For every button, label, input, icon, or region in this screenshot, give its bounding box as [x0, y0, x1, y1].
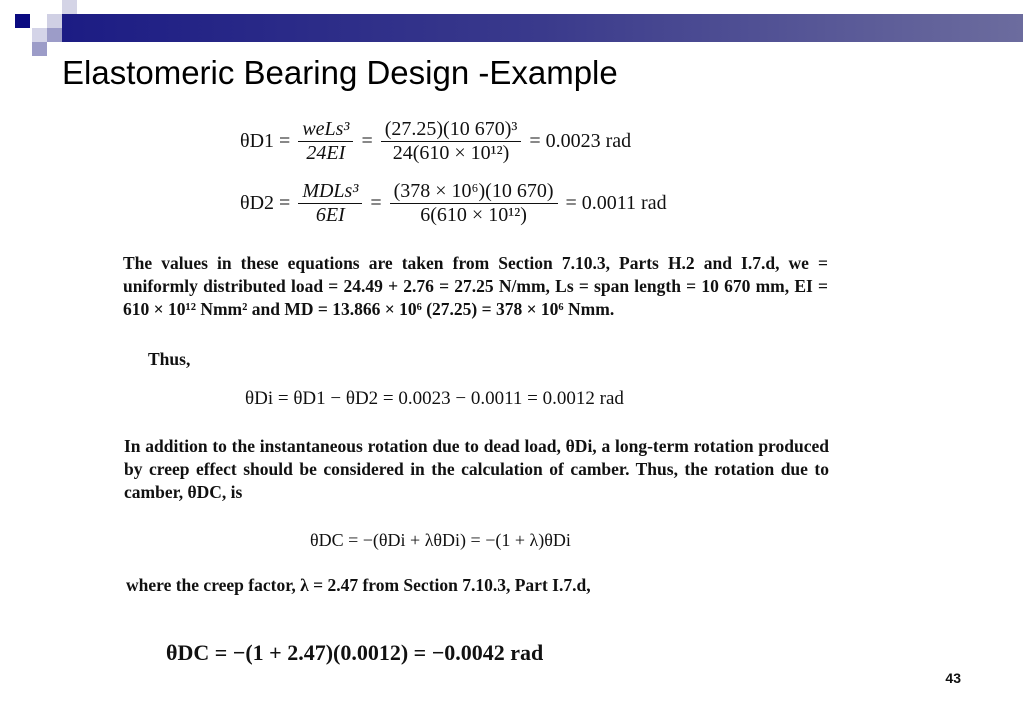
page-number: 43	[945, 670, 961, 686]
equation-theta-d2	[240, 180, 667, 227]
paragraph-creep: In addition to the instantaneous rotation due to dead load, θDi, a long-term rotation produced by creep effect should be considered in the calculation of camber. Thus, the rotation due to camber, θDC, is	[124, 436, 829, 502]
eq-numerator: MDLs³	[298, 180, 362, 204]
paragraph-creep-factor: where the creep factor, λ = 2.47 from Section 7.10.3, Part I.7.d,	[126, 575, 591, 595]
equation-theta-dc-result: θDC = −(1 + 2.47)(0.0012) = −0.0042 rad	[166, 640, 544, 665]
eq-lhs: θD1 =	[240, 130, 291, 152]
equation-theta-d1	[240, 118, 631, 165]
eq-denominator: 24EI	[306, 142, 346, 164]
decor-square	[47, 14, 62, 28]
equals: =	[361, 130, 373, 152]
eq-lhs: θD2 =	[240, 192, 291, 214]
eq-numerator: (27.25)(10 670)³	[381, 118, 522, 142]
equals: =	[370, 192, 382, 214]
eq-denominator: 6(610 × 10¹²)	[420, 204, 527, 226]
decor-square	[32, 42, 47, 56]
eq-result: = 0.0011 rad	[565, 192, 667, 214]
eq-denominator: 24(610 × 10¹²)	[392, 142, 510, 164]
equation-theta-dc: θDC = −(θDi + λθDi) = −(1 + λ)θDi	[310, 530, 571, 550]
equation-theta-di: θDi = θD1 − θD2 = 0.0023 − 0.0011 = 0.0012 rad	[245, 388, 624, 409]
eq-numerator: (378 × 10⁶)(10 670)	[390, 180, 558, 204]
paragraph-values: The values in these equations are taken from Section 7.10.3, Parts H.2 and I.7.d, we = uniformly distributed load = 24.49 + 2.76 = 27.25 N/mm, Ls = span length = 10 670 mm, EI = 610 × 10¹² Nmm² and MD = 13.866 × 10⁶ (27.25) = 378 × 10⁶ Nmm.	[123, 253, 828, 319]
decor-square	[62, 0, 77, 14]
decor-square	[47, 28, 62, 42]
eq-numerator: weLs³	[298, 118, 353, 142]
thus-text: Thus,	[148, 349, 191, 369]
decor-square	[15, 14, 30, 28]
title-bar-decoration	[62, 14, 1023, 42]
slide-title: Elastomeric Bearing Design -Example	[62, 54, 618, 91]
eq-result: = 0.0023 rad	[529, 130, 632, 152]
decor-square	[32, 28, 47, 42]
eq-denominator: 6EI	[315, 204, 345, 226]
